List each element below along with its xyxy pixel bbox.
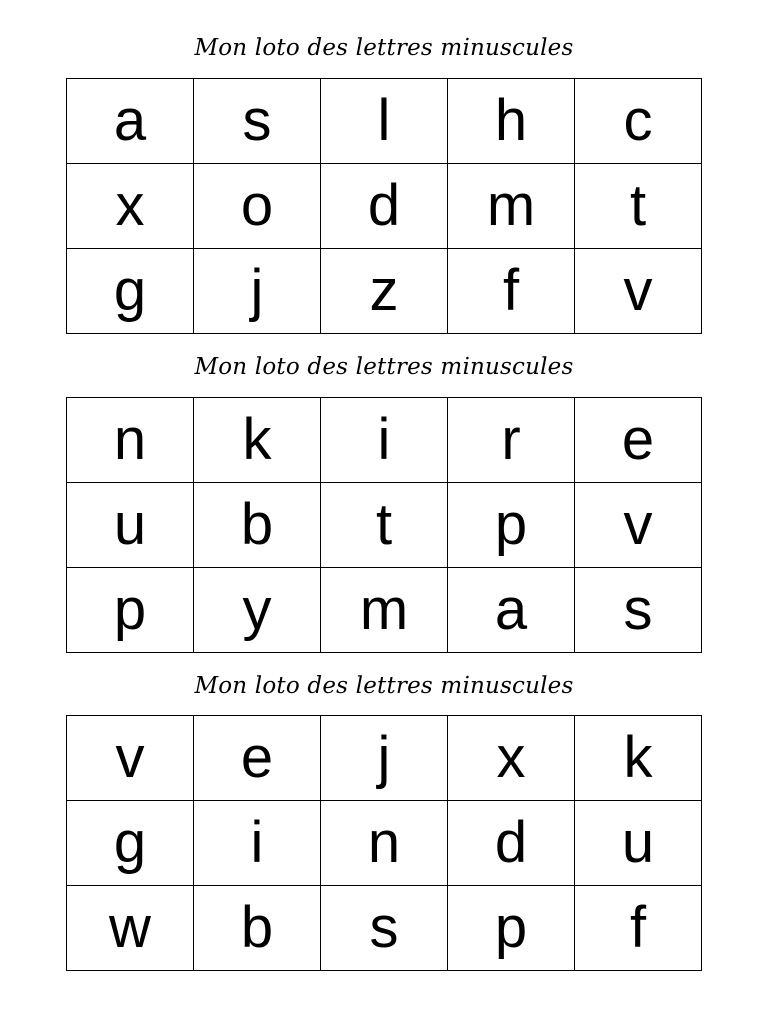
letter-cell: k (194, 398, 321, 483)
letter-cell: f (575, 886, 702, 971)
letter-cell: e (575, 398, 702, 483)
grid-row (67, 164, 702, 249)
letter-cell: m (321, 568, 448, 653)
grid-row (67, 483, 702, 568)
letter-cell: z (321, 249, 448, 334)
letter-cell: j (194, 249, 321, 334)
grid-row (67, 568, 702, 653)
grid-row (67, 79, 702, 164)
letter-cell: a (67, 79, 194, 164)
letter-cell: b (194, 886, 321, 971)
letter-cell: u (67, 483, 194, 568)
letter-cell: b (194, 483, 321, 568)
grid-row (67, 398, 702, 483)
letter-cell: s (194, 79, 321, 164)
letter-cell: s (575, 568, 702, 653)
letter-cell: d (448, 801, 575, 886)
loto-grid (66, 78, 702, 334)
grid-row (67, 886, 702, 971)
letter-cell: m (448, 164, 575, 249)
loto-card-title: Mon loto des lettres minuscules (194, 35, 574, 61)
letter-cell: e (194, 716, 321, 801)
letter-cell: r (448, 398, 575, 483)
letter-cell: i (194, 801, 321, 886)
letter-cell: t (575, 164, 702, 249)
letter-cell: p (67, 568, 194, 653)
letter-cell: x (448, 716, 575, 801)
letter-cell: n (321, 801, 448, 886)
grid-row (67, 716, 702, 801)
grid-row (67, 249, 702, 334)
letter-cell: s (321, 886, 448, 971)
letter-cell: w (67, 886, 194, 971)
letter-cell: v (575, 249, 702, 334)
loto-card-title: Mon loto des lettres minuscules (194, 354, 574, 380)
letter-cell: y (194, 568, 321, 653)
letter-cell: l (321, 79, 448, 164)
letter-cell: c (575, 79, 702, 164)
letter-cell: n (67, 398, 194, 483)
loto-grid (66, 397, 702, 653)
letter-cell: u (575, 801, 702, 886)
grid-row (67, 801, 702, 886)
loto-grid (66, 715, 702, 971)
letter-cell: g (67, 249, 194, 334)
letter-cell: k (575, 716, 702, 801)
letter-cell: h (448, 79, 575, 164)
letter-cell: i (321, 398, 448, 483)
letter-cell: x (67, 164, 194, 249)
letter-cell: g (67, 801, 194, 886)
letter-cell: v (67, 716, 194, 801)
loto-card-title: Mon loto des lettres minuscules (194, 673, 574, 699)
letter-cell: a (448, 568, 575, 653)
letter-cell: v (575, 483, 702, 568)
letter-cell: p (448, 483, 575, 568)
letter-cell: t (321, 483, 448, 568)
letter-cell: f (448, 249, 575, 334)
letter-cell: o (194, 164, 321, 249)
letter-cell: d (321, 164, 448, 249)
letter-cell: j (321, 716, 448, 801)
letter-cell: p (448, 886, 575, 971)
